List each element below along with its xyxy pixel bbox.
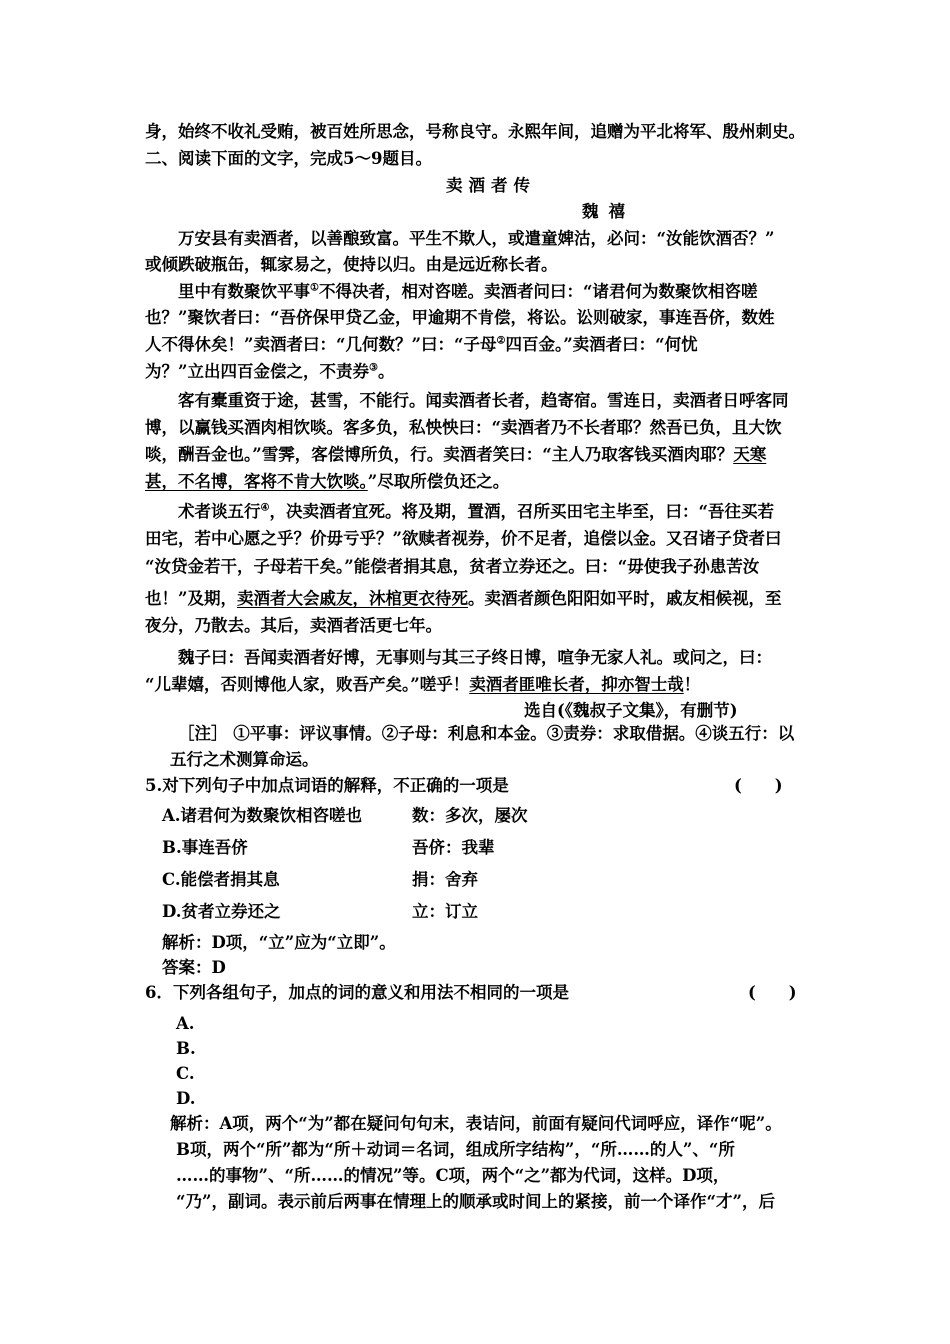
analysis-text: ……的事物”、“所……的情况”等。C项，两个“之”都为代词，这样。D项， [176, 1166, 730, 1185]
option-a-explanation: 数：多次，屡次 [412, 806, 528, 825]
option-b-explanation: 吾侪：我辈 [412, 838, 495, 857]
paragraph-line: 也？”聚饮者曰：“吾侪保甲贷乙金，甲逾期不肯偿，将讼。讼则破家，事连吾侪，数姓 [145, 308, 775, 327]
paragraph-line: 人不得休矣！”卖酒者曰：“几何数？”曰：“子母②四百金。”卖酒者曰：“何忧 [145, 335, 698, 354]
option-d: D.贫者立券还之 [162, 902, 281, 921]
option-b: B. [176, 1039, 196, 1058]
analysis-text: 解析：D项，“立”应为“立即”。 [162, 933, 396, 952]
paragraph-line: 万安县有卖酒者，以善酿致富。平生不欺人，或遣童婢沽，必问：“汝能饮酒否？” [178, 229, 775, 248]
underlined-phrase: 甚，不名博，客将不肯大饮啖。 [145, 472, 368, 491]
paragraph-line: 术者谈五行④，决卖酒者宜死。将及期，置酒，召所买田宅主毕至，曰：“吾往买若 [178, 502, 774, 521]
answer-bracket: ( ) [734, 776, 783, 795]
option-d: D. [176, 1089, 196, 1108]
section-heading: 二、阅读下面的文字，完成5～9题目。 [145, 149, 432, 168]
paragraph-line: 客有橐重资于途，甚雪，不能行。闻卖酒者长者，趋寄宿。雪连日，卖酒者日呼客同 [178, 391, 789, 410]
paragraph-line: 魏子曰：吾闻卖酒者好博，无事则与其三子终日博，喧争无家人礼。或问之，曰： [178, 648, 772, 667]
paragraph-line: 或倾跌破瓶缶，辄家易之，使持以归。由是远近称长者。 [145, 255, 558, 274]
paragraph-line: 夜分，乃散去。其后，卖酒者活更七年。 [145, 616, 442, 635]
text-line: 身，始终不收礼受贿，被百姓所思念，号称良守。永熙年间，追赠为平北将军、殷州刺史。 [145, 122, 805, 141]
paragraph-line: 田宅，若中心愿之乎？价毋亏乎？”欲赎者视券，价不足者，追偿以金。又召诸子贷者曰 [145, 529, 782, 548]
paragraph-line: 里中有数聚饮平事①不得决者，相对咨嗟。卖酒者问曰：“诸君何为数聚饮相咨嗟 [178, 282, 758, 301]
paragraph-line: 为？”立出四百金偿之，不责券③。 [145, 362, 395, 381]
option-a: A.诸君何为数聚饮相咨嗟也 [162, 806, 363, 825]
paragraph-line: 也！”及期，卖酒者大会戚友，沐棺更衣待死。卖酒者颜色阳阳如平时，戚友相候视，至 [145, 589, 782, 608]
paragraph-line: 啖，酬吾金也。”雪霁，客偿博所负，行。卖酒者笑曰：“主人乃取客钱买酒肉耶？天寒 [145, 445, 767, 464]
paragraph-line: “儿辈嬉，否则博他人家，败吾产矣。”嗟乎！卖酒者匪唯长者，抑亦智士哉！ [145, 675, 701, 694]
article-author: 魏禧 [582, 202, 635, 221]
analysis-text: 解析：A项，两个“为”都在疑问句句末，表诘问，前面有疑问代词呼应，译作“呢”。 [170, 1114, 782, 1133]
paragraph-line: 博，以赢钱买酒肉相饮啖。客多负，私怏怏曰：“卖酒者乃不长者耶？然吾已负，且大饮 [145, 418, 782, 437]
option-a: A. [176, 1014, 195, 1033]
analysis-text: “乃”，副词。表示前后两事在情理上的顺承或时间上的紧接，前一个译作“才”，后 [176, 1192, 775, 1211]
answer-bracket: ( ) [748, 983, 797, 1002]
underlined-phrase: 天寒 [733, 445, 767, 464]
option-b: B.事连吾侪 [162, 838, 248, 857]
answer-text: 答案：D [162, 958, 226, 977]
footnote-line: 五行之术测算命运。 [170, 750, 319, 769]
analysis-text: B项，两个“所”都为“所＋动词＝名词，组成所字结构”，“所……的人”、“所 [176, 1140, 735, 1159]
question-5: 5.对下列句子中加点词语的解释，不正确的一项是 [145, 776, 509, 795]
underlined-phrase: 卖酒者大会戚友，沐棺更衣待死 [237, 589, 468, 608]
option-c-explanation: 捐：舍弃 [412, 870, 478, 889]
footnote-line: ［注］ ①平事：评议事情。②子母：利息和本金。③责券：求取借据。④谈五行：以 [178, 724, 795, 743]
source-citation: 选自(《魏叔子文集》，有删节) [524, 701, 738, 720]
option-c: C. [176, 1064, 195, 1083]
underlined-phrase: 卖酒者匪唯长者，抑亦智士哉 [469, 675, 684, 694]
option-c: C.能偿者捐其息 [162, 870, 280, 889]
article-title: 卖酒者传 [446, 176, 536, 195]
paragraph-line: 甚，不名博，客将不肯大饮啖。”尽取所偿负还之。 [145, 472, 510, 491]
paragraph-line: “汝贷金若干，子母若干矣。”能偿者捐其息，贫者立券还之。曰：“毋使我子孙患苦汝 [145, 557, 760, 576]
question-6: 6．下列各组句子，加点的词的意义和用法不相同的一项是 [145, 983, 569, 1002]
option-d-explanation: 立：订立 [412, 902, 478, 921]
